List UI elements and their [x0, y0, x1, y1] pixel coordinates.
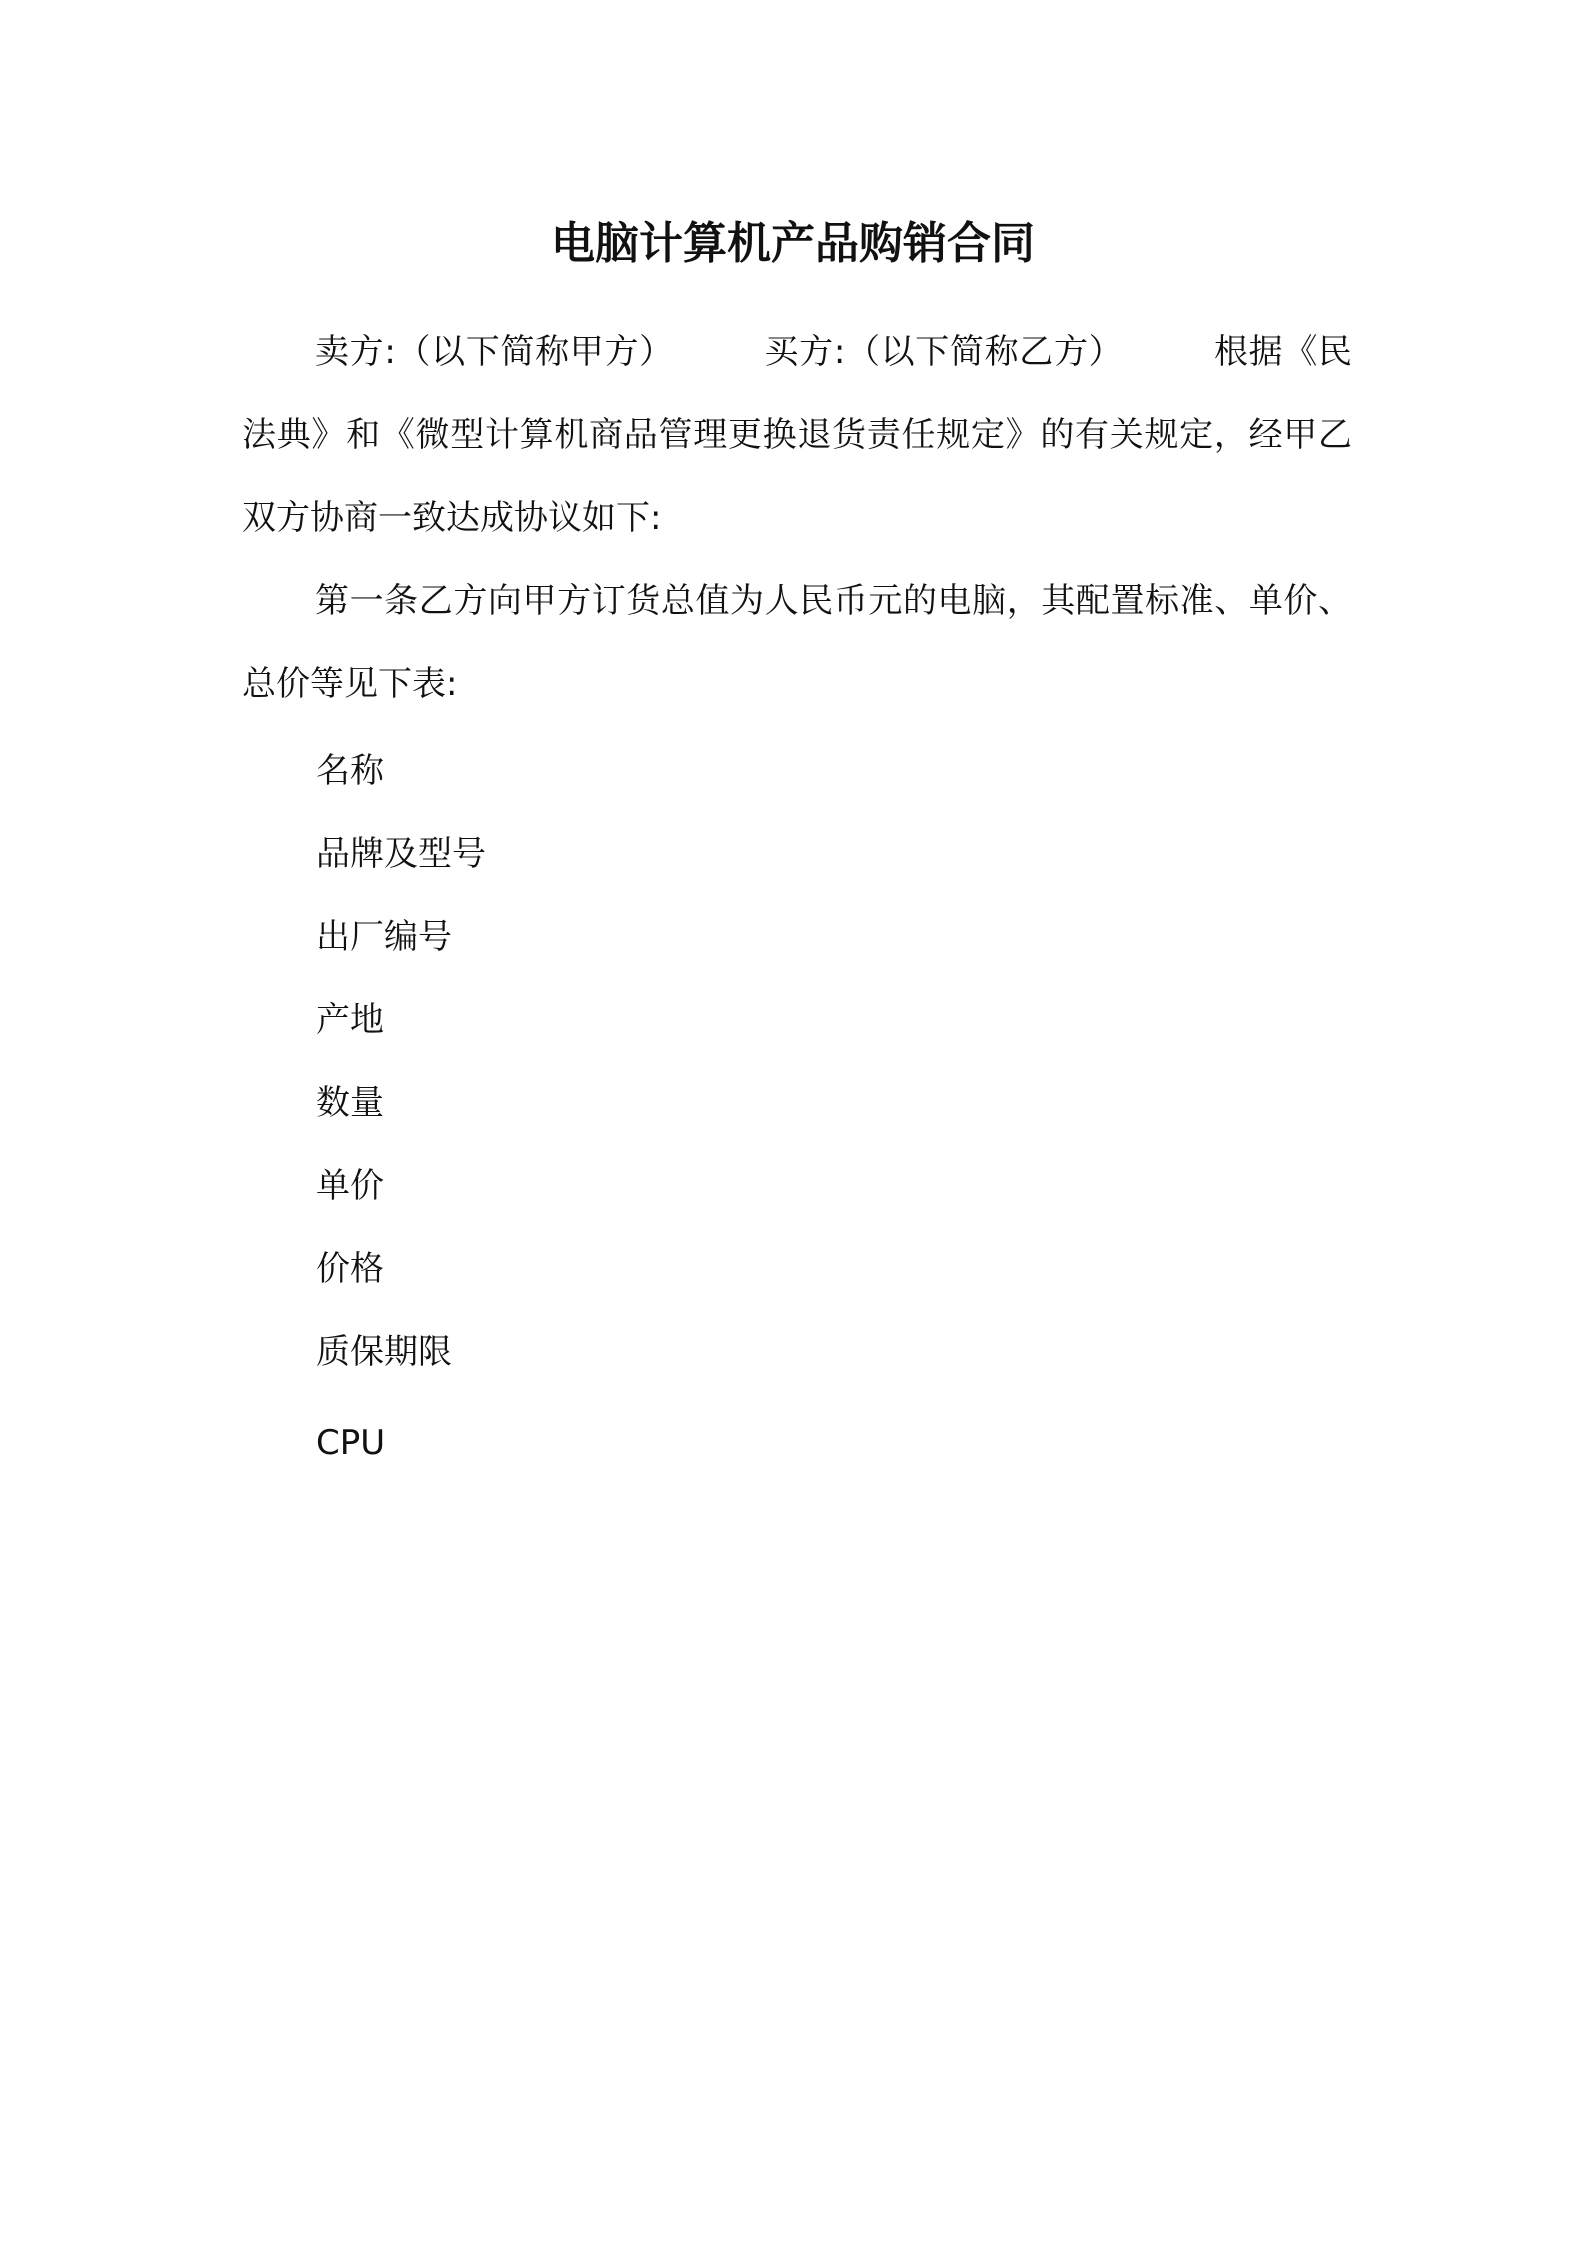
list-item: 数量: [316, 1083, 384, 1123]
document-title: 电脑计算机产品购销合同: [551, 218, 1035, 269]
paragraph-parties: [242, 311, 1352, 560]
list-item: 出厂编号: [316, 917, 452, 957]
list-item: 产地: [316, 1000, 384, 1040]
item-list: [316, 730, 1216, 1484]
paragraph-article-one: 第一条乙方向甲方订货总值为人民币元的电脑，其配置标准、单价、总价等见下表:: [242, 581, 1352, 704]
paragraph-parties-text: 根据《民法典》和《微型计算机商品管理更换退货责任规定》的有关规定，经甲乙双方协商一致达成协议如下:: [242, 332, 1352, 538]
list-item: 价格: [316, 1249, 384, 1289]
buyer-label: 买方:（以下简称乙方）: [763, 332, 1124, 372]
list-item: 质保期限: [316, 1332, 452, 1372]
list-item: 名称: [316, 751, 384, 791]
list-item: 单价: [316, 1166, 384, 1206]
list-item: 品牌及型号: [316, 834, 486, 874]
seller-label: 卖方:（以下简称甲方）: [315, 332, 674, 372]
list-item: CPU: [316, 1423, 386, 1463]
